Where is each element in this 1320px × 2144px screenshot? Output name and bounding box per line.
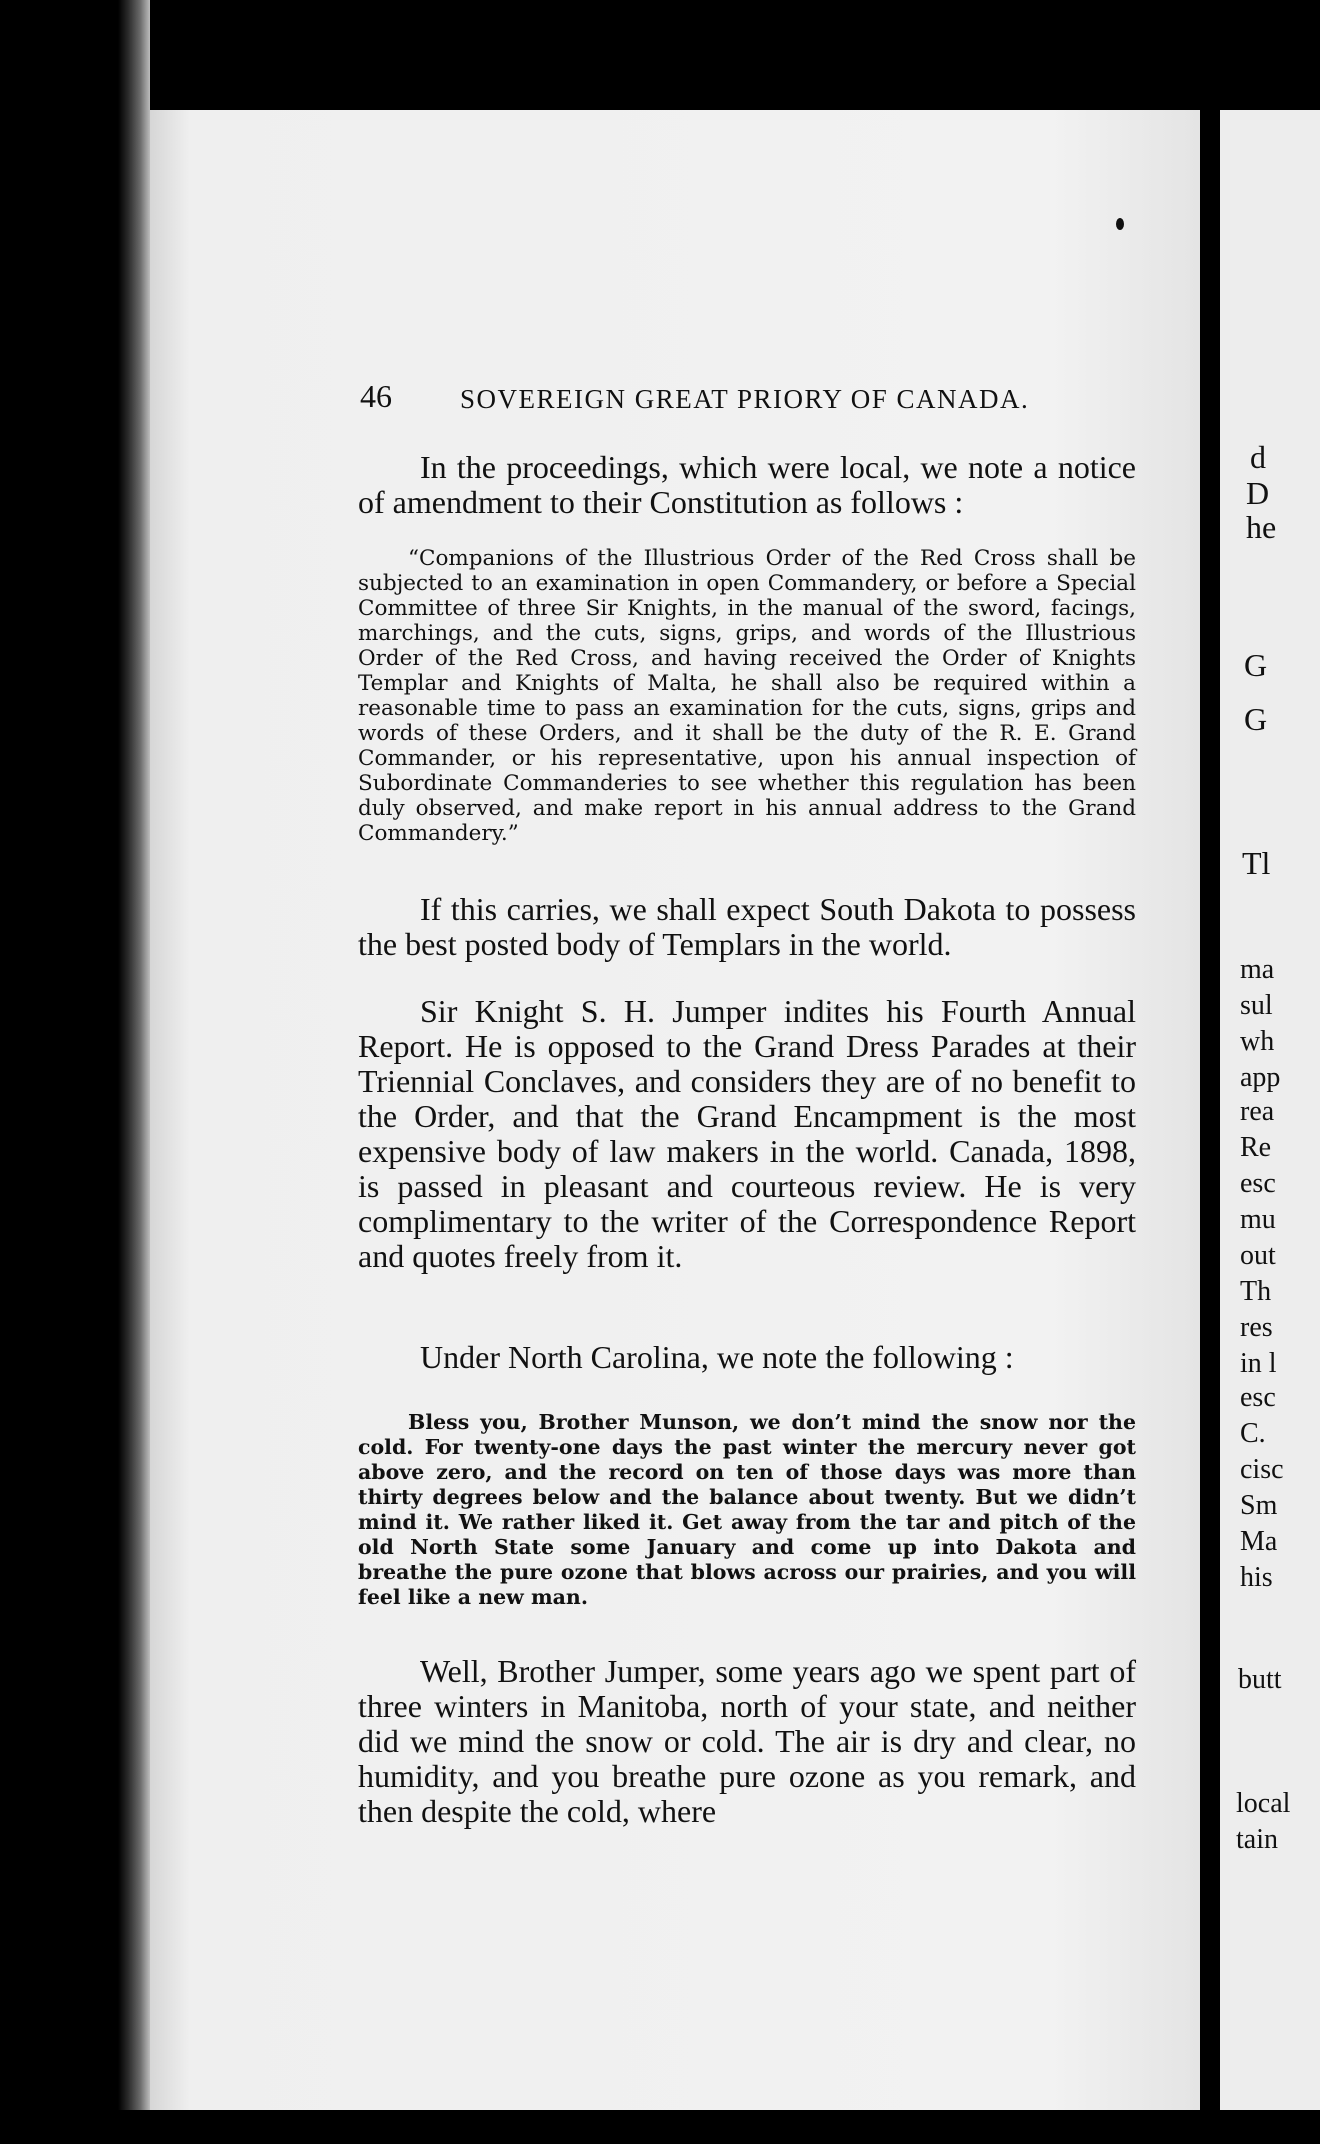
fragment: G — [1244, 647, 1268, 683]
fragment: Ma — [1240, 1526, 1278, 1557]
fragment: out — [1240, 1240, 1276, 1271]
fragment: app — [1240, 1062, 1281, 1093]
fragment: ma — [1240, 954, 1275, 985]
fragment: Tl — [1242, 845, 1271, 881]
paragraph-jumper-report: Sir Knight S. H. Jumper indites his Fourth Annual Report. He is opposed to the Grand Dress Parades at their Triennial Conclaves, and considers they are of no benefit to the Order, and that the Grand Encampment is the most expensive body of law makers in the world. Canada, 1898, is passed in pleasant and courteous review. He is very complimentary to the writer of the Correspondence Report and quotes freely from it. — [358, 993, 1136, 1274]
paragraph-north-carolina: Under North Carolina, we note the following : — [420, 1339, 1014, 1375]
running-header — [360, 378, 1140, 424]
fragment: cisc — [1240, 1454, 1284, 1485]
fragment: sul — [1240, 990, 1273, 1021]
fragment: he — [1246, 509, 1277, 545]
scan-border — [0, 2110, 1320, 2144]
fragment: Th — [1240, 1276, 1272, 1307]
fragment: rea — [1240, 1096, 1275, 1127]
fragment: esc — [1240, 1168, 1276, 1199]
running-title: SOVEREIGN GREAT PRIORY OF CANADA. — [460, 384, 1030, 414]
fragment: mu — [1240, 1204, 1276, 1235]
fragment: butt — [1238, 1664, 1282, 1695]
fragment: local — [1236, 1788, 1291, 1819]
fragment: in l — [1240, 1348, 1277, 1379]
fragment: D — [1246, 475, 1270, 511]
fragment: wh — [1240, 1026, 1275, 1057]
page-divider — [1200, 110, 1220, 2110]
fragment: d — [1250, 439, 1266, 475]
paragraph-south-dakota: If this carries, we shall expect South Dakota to possess the best posted body of Templars in the world. — [358, 891, 1136, 962]
ink-speck — [1116, 218, 1124, 230]
paragraph-proceedings: In the proceedings, which were local, we note a notice of amendment to their Constitution as follows : — [358, 449, 1136, 520]
fragment: his — [1240, 1562, 1273, 1593]
fragment: Sm — [1240, 1490, 1278, 1521]
fragment: tain — [1236, 1824, 1278, 1855]
page-number: 46 — [360, 378, 392, 414]
binding-gutter — [0, 0, 150, 2144]
adjacent-page-edge — [1220, 110, 1320, 2110]
fragment: Re — [1240, 1132, 1272, 1163]
fragment: esc — [1240, 1382, 1276, 1413]
fragment: G — [1244, 701, 1268, 737]
fragment: C. — [1240, 1418, 1266, 1449]
paragraph-manitoba: Well, Brother Jumper, some years ago we spent part of three winters in Manitoba, north of your state, and neither did we mind the snow or cold. The air is dry and clear, no humidity, and you breathe pure ozone as you remark, and then despite the cold, where — [358, 1653, 1136, 1829]
quote-constitution-amendment: “Companions of the Illustrious Order of the Red Cross shall be subjected to an examination in open Commandery, or before a Special Committee of three Sir Knights, in the manual of the sword, facings, marchings, and the cuts, signs, grips, and words of the Illustrious Order of the Red Cross, and having received the Order of Knights Templar and Knights of Malta, he shall also be required within a reasonable time to pass an examination for the cuts, signs, grips and words of these Orders, and it shall be the duty of the R. E. Grand Commander, or his representative, upon his annual inspection of Subordinate Commanderies to see whether this regulation has been duly observed, and make report in his annual address to the Grand Commandery.” — [358, 546, 1136, 846]
fragment: res — [1240, 1312, 1273, 1343]
quote-munson: Bless you, Brother Munson, we don’t mind the snow nor the cold. For twenty-one days the past winter the mercury never got above zero, and the record on ten of those days was more than thirty degrees below and the balance about twenty. But we didn’t mind it. We rather liked it. Get away from the tar and pitch of the old North State some January and come up into Dakota and breathe the pure ozone that blows across our prairies, and you will feel like a new man. — [358, 1410, 1136, 1609]
